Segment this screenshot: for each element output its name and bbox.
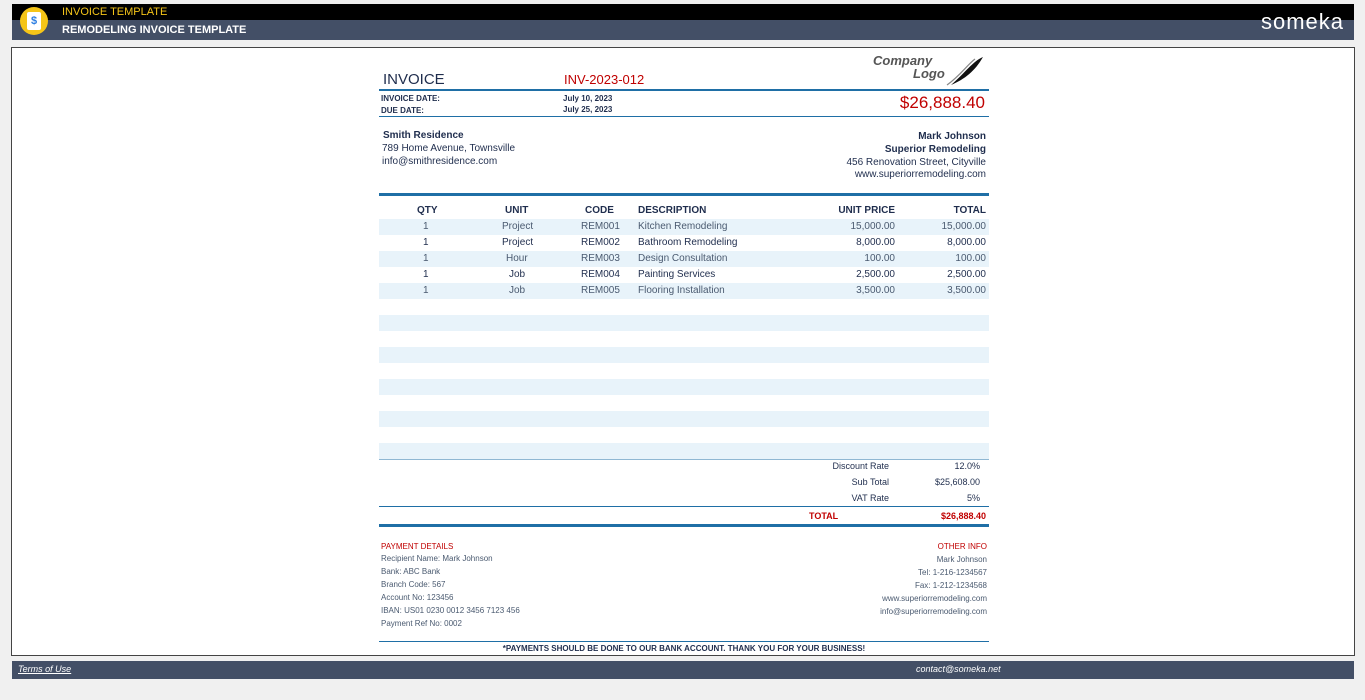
row-unit: Project (502, 221, 534, 232)
row-total: 100.00 (955, 253, 986, 264)
invoice (379, 48, 989, 655)
row-qty: 1 (423, 221, 429, 232)
invoice-sheet (11, 47, 1355, 656)
empty-row[interactable] (379, 331, 989, 347)
other-info-title: OTHER INFO (937, 542, 987, 551)
row-code: REM003 (581, 253, 620, 264)
divider (379, 506, 989, 507)
row-qty: 1 (423, 285, 429, 296)
row-unit: Job (509, 269, 526, 280)
payment-line: IBAN: US01 0230 0012 3456 7123 456 (381, 606, 520, 615)
billto-email[interactable]: info@smithresidence.com (382, 156, 498, 167)
due-date-label: DUE DATE: (381, 106, 424, 115)
app-footer (12, 661, 1354, 679)
logo-line2: Logo (913, 66, 945, 81)
payment-note: *PAYMENTS SHOULD BE DONE TO OUR BANK ACCOUNT. THANK YOU FOR YOUR BUSINESS! (502, 644, 866, 653)
row-code: REM002 (581, 237, 620, 248)
header-code: CODE (585, 205, 614, 216)
row-code: REM004 (581, 269, 620, 280)
row-unit: Project (502, 237, 534, 248)
row-total: 15,000.00 (941, 221, 986, 232)
other-info-line: info@superiorremodeling.com (880, 607, 987, 616)
other-info-line: www.superiorremodeling.com (882, 594, 987, 603)
from-name[interactable]: Mark Johnson (918, 131, 986, 142)
row-total: 2,500.00 (947, 269, 986, 280)
invoice-number[interactable]: INV-2023-012 (564, 72, 645, 87)
table-row[interactable] (379, 251, 989, 267)
total-value: $26,888.40 (940, 511, 986, 521)
invoice-heading: INVOICE (383, 71, 445, 88)
row-description: Painting Services (638, 269, 716, 280)
contact-email-link[interactable]: contact@someka.net (916, 664, 1001, 674)
table-row[interactable] (379, 235, 989, 251)
empty-row[interactable] (379, 299, 989, 315)
header-unit: UNIT (505, 205, 529, 216)
payment-details-title: PAYMENT DETAILS (381, 542, 454, 551)
invoice-doc-icon[interactable]: $ (20, 7, 48, 35)
billto-address[interactable]: 789 Home Avenue, Townsville (382, 143, 516, 154)
payment-line: Branch Code: 567 (381, 580, 446, 589)
other-info-line: Tel: 1-216-1234567 (918, 568, 987, 577)
subtotal-label: Sub Total (851, 477, 889, 487)
row-unit-price: 2,500.00 (856, 269, 895, 280)
row-qty: 1 (423, 253, 429, 264)
empty-row[interactable] (379, 315, 989, 331)
row-code: REM001 (581, 221, 620, 232)
other-info-line: Mark Johnson (936, 555, 987, 564)
empty-row[interactable] (379, 411, 989, 427)
row-code: REM005 (581, 285, 620, 296)
row-qty: 1 (423, 269, 429, 280)
amount-due: $26,888.40 (899, 93, 985, 112)
from-address[interactable]: 456 Renovation Street, Cityville (846, 157, 986, 168)
due-date-value[interactable]: July 25, 2023 (563, 105, 613, 114)
divider (379, 193, 989, 196)
empty-row[interactable] (379, 427, 989, 443)
row-description: Design Consultation (638, 253, 728, 264)
empty-row[interactable] (379, 379, 989, 395)
terms-of-use-link[interactable]: Terms of Use (18, 664, 72, 674)
logo-swoosh-icon (945, 55, 985, 89)
header-unit-price: UNIT PRICE (838, 205, 895, 216)
discount-label: Discount Rate (832, 461, 889, 471)
divider (379, 524, 989, 527)
header-top-strip (12, 4, 1354, 20)
row-description: Flooring Installation (638, 285, 725, 296)
table-row[interactable] (379, 219, 989, 235)
divider (379, 89, 989, 91)
row-unit-price: 100.00 (864, 253, 895, 264)
empty-row[interactable] (379, 347, 989, 363)
empty-row[interactable] (379, 363, 989, 379)
invoice-date-value[interactable]: July 10, 2023 (563, 94, 613, 103)
from-company[interactable]: Superior Remodeling (884, 144, 986, 155)
row-unit: Job (509, 285, 526, 296)
empty-row[interactable] (379, 395, 989, 411)
company-logo[interactable] (873, 53, 985, 89)
logo-line1: Company (873, 53, 933, 68)
row-qty: 1 (423, 237, 429, 248)
header-total: TOTAL (953, 205, 986, 216)
divider (379, 459, 989, 460)
row-unit-price: 3,500.00 (856, 285, 895, 296)
row-description: Kitchen Remodeling (638, 221, 728, 232)
payment-line: Account No: 123456 (381, 593, 454, 602)
payment-line: Recipient Name: Mark Johnson (381, 554, 493, 563)
row-unit-price: 15,000.00 (850, 221, 895, 232)
divider (379, 116, 989, 117)
discount-value[interactable]: 12.0% (954, 461, 980, 471)
app-header (12, 4, 1354, 40)
app-title: REMODELING INVOICE TEMPLATE (62, 24, 247, 36)
header-description: DESCRIPTION (638, 205, 707, 216)
empty-row[interactable] (379, 443, 989, 459)
from-website[interactable]: www.superiorremodeling.com (854, 169, 986, 180)
brand-logo[interactable]: someka (1260, 9, 1344, 34)
row-description: Bathroom Remodeling (638, 237, 738, 248)
payment-line: Bank: ABC Bank (381, 567, 441, 576)
app-subtitle: INVOICE TEMPLATE (62, 6, 168, 18)
table-row[interactable] (379, 283, 989, 299)
vat-label: VAT Rate (851, 493, 889, 503)
payment-line: Payment Ref No: 0002 (381, 619, 462, 628)
vat-value[interactable]: 5% (966, 493, 980, 503)
row-total: 3,500.00 (947, 285, 986, 296)
header-qty: QTY (417, 205, 438, 216)
total-label: TOTAL (809, 511, 839, 521)
table-header (379, 203, 989, 219)
row-unit: Hour (506, 253, 528, 264)
subtotal-value: $25,608.00 (934, 477, 980, 487)
invoice-date-label: INVOICE DATE: (381, 94, 440, 103)
row-total: 8,000.00 (947, 237, 986, 248)
other-info-line: Fax: 1-212-1234568 (914, 581, 987, 590)
billto-name[interactable]: Smith Residence (383, 130, 464, 141)
row-unit-price: 8,000.00 (856, 237, 895, 248)
divider (379, 641, 989, 642)
table-row[interactable] (379, 267, 989, 283)
